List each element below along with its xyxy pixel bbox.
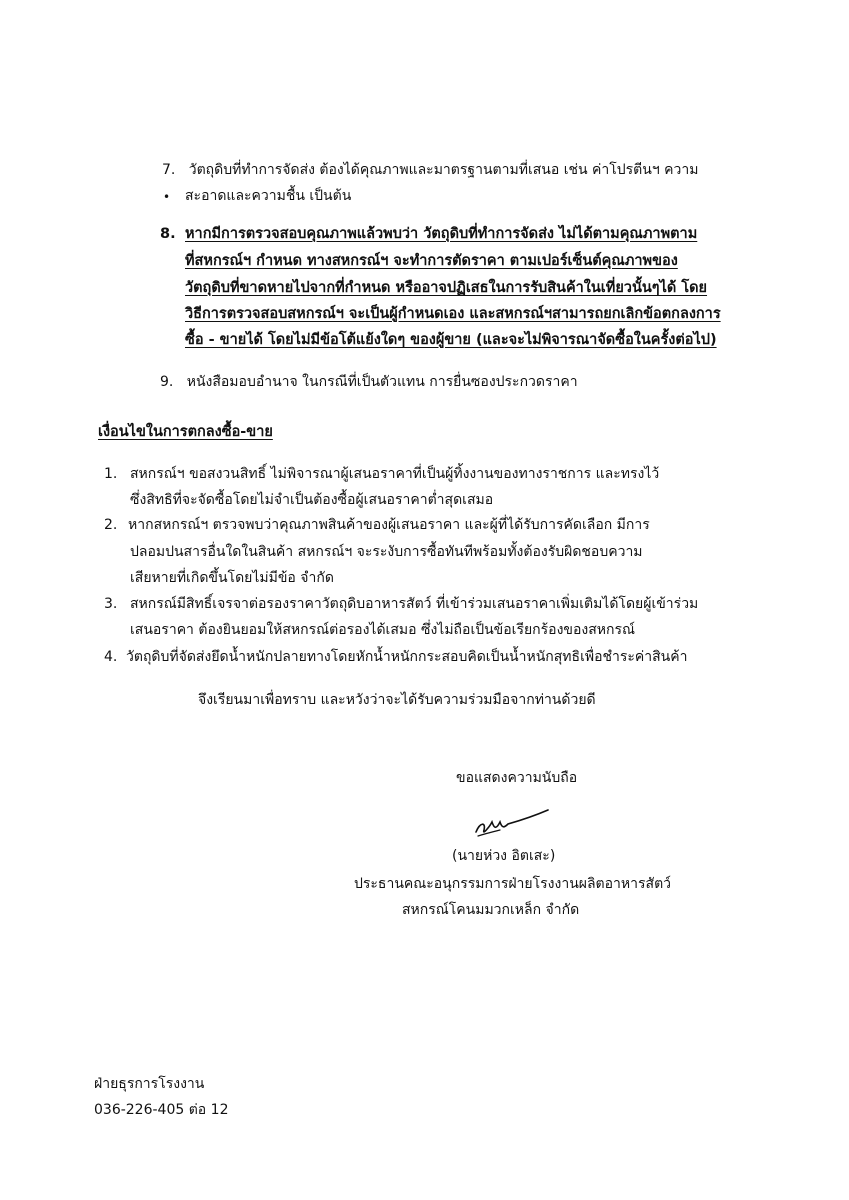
item-8-line-4: วิธีการตรวจสอบสหกรณ์ฯ จะเป็นผู้กำหนดเอง และสหกรณ์ฯสามารถยกเลิกข้อตกลงการ bbox=[185, 306, 721, 322]
item-8-line-1: หากมีการตรวจสอบคุณภาพแล้วพบว่า วัตถุดิบที่ทำการจัดส่ง ไม่ได้ตามคุณภาพตาม bbox=[185, 226, 698, 242]
condition-2-line-3: เสียหายที่เกิดขึ้นโดยไม่มีข้อ จำกัด bbox=[130, 570, 334, 586]
item-8-line-5: ซื้อ - ขายได้ โดยไม่มีข้อโต้แย้งใดๆ ของผู้ขาย (และจะไม่พิจารณาจัดซื้อในครั้งต่อไป) bbox=[185, 332, 717, 348]
signer-title: ประธานคณะอนุกรรมการฝ่ายโรงงานผลิตอาหารสัตว์ bbox=[354, 876, 672, 892]
condition-3-line-2: เสนอราคา ต้องยินยอมให้สหกรณ์ต่อรองได้เสมอ ซึ่งไม่ถือเป็นข้อเรียกร้องของสหกรณ์ bbox=[130, 622, 635, 638]
item-7-line-1 bbox=[162, 160, 698, 180]
stray-mark: • bbox=[163, 190, 171, 204]
item-7-line-2: สะอาดและความชื้น เป็นต้น bbox=[185, 188, 352, 204]
condition-4-number: 4. bbox=[104, 649, 118, 665]
item-9-text: หนังสือมอบอำนาจ ในกรณีที่เป็นตัวแทน การยื่นซองประกวดราคา bbox=[186, 374, 578, 390]
item-8-number: 8. bbox=[160, 226, 176, 242]
condition-3-number: 3. bbox=[104, 596, 118, 612]
item-9 bbox=[160, 372, 578, 392]
condition-3-line-1: สหกรณ์มีสิทธิ์เจรจาต่อรองราคาวัตถุดิบอาหารสัตว์ ที่เข้าร่วมเสนอราคาเพิ่มเติมได้โดยผู้เข้าร่วม bbox=[130, 596, 699, 612]
signature-mark bbox=[472, 808, 552, 844]
conditions-heading: เงื่อนไขในการตกลงซื้อ-ขาย bbox=[98, 424, 273, 440]
item-7-number: 7. bbox=[162, 162, 176, 178]
condition-2-line-2: ปลอมปนสารอื่นใดในสินค้า สหกรณ์ฯ จะระงับการซื้อทันทีพร้อมทั้งต้องรับผิดชอบความ bbox=[130, 544, 643, 560]
footer-department: ฝ่ายธุรการโรงงาน bbox=[94, 1076, 205, 1092]
regards: ขอแสดงความนับถือ bbox=[456, 770, 578, 786]
condition-1-line-1: สหกรณ์ฯ ขอสงวนสิทธิ์ ไม่พิจารณาผู้เสนอราคาที่เป็นผู้ทิ้งงานของทางราชการ และทรงไว้ bbox=[130, 466, 660, 482]
footer-phone: 036-226-405 ต่อ 12 bbox=[94, 1102, 229, 1118]
item-8-line-2: ที่สหกรณ์ฯ กำหนด ทางสหกรณ์ฯ จะทำการตัดราคา ตามเปอร์เซ็นต์คุณภาพของ bbox=[185, 253, 678, 269]
condition-2-number: 2. bbox=[104, 517, 118, 533]
item-9-number: 9. bbox=[160, 374, 174, 390]
closing-text: จึงเรียนมาเพื่อทราบ และหวังว่าจะได้รับความร่วมมือจากท่านด้วยดี bbox=[198, 692, 596, 708]
condition-1-line-2: ซึ่งสิทธิที่จะจัดซื้อโดยไม่จำเป็นต้องซื้อผู้เสนอราคาต่ำสุดเสมอ bbox=[130, 492, 494, 508]
item-7-text-1: วัตถุดิบที่ทำการจัดส่ง ต้องได้คุณภาพและมาตรฐานตามที่เสนอ เช่น ค่าโปรตีนฯ ความ bbox=[188, 162, 699, 178]
condition-4-line-1: วัตถุดิบที่จัดส่งยึดน้ำหนักปลายทางโดยหักน้ำหนักกระสอบคิดเป็นน้ำหนักสุทธิเพื่อชำระค่าสินค้า bbox=[126, 649, 688, 665]
item-8-line-3: วัตถุดิบที่ขาดหายไปจากที่กำหนด หรืออาจปฏิเสธในการรับสินค้าในเที่ยวนั้นๆได้ โดย bbox=[185, 280, 708, 296]
organization: สหกรณ์โคนมมวกเหล็ก จำกัด bbox=[402, 902, 580, 918]
condition-1-number: 1. bbox=[104, 466, 118, 482]
condition-2-line-1: หากสหกรณ์ฯ ตรวจพบว่าคุณภาพสินค้าของผู้เสนอราคา และผู้ที่ได้รับการคัดเลือก มีการ bbox=[128, 517, 650, 533]
signer-name: (นายห่วง อิตเสะ) bbox=[452, 848, 556, 864]
